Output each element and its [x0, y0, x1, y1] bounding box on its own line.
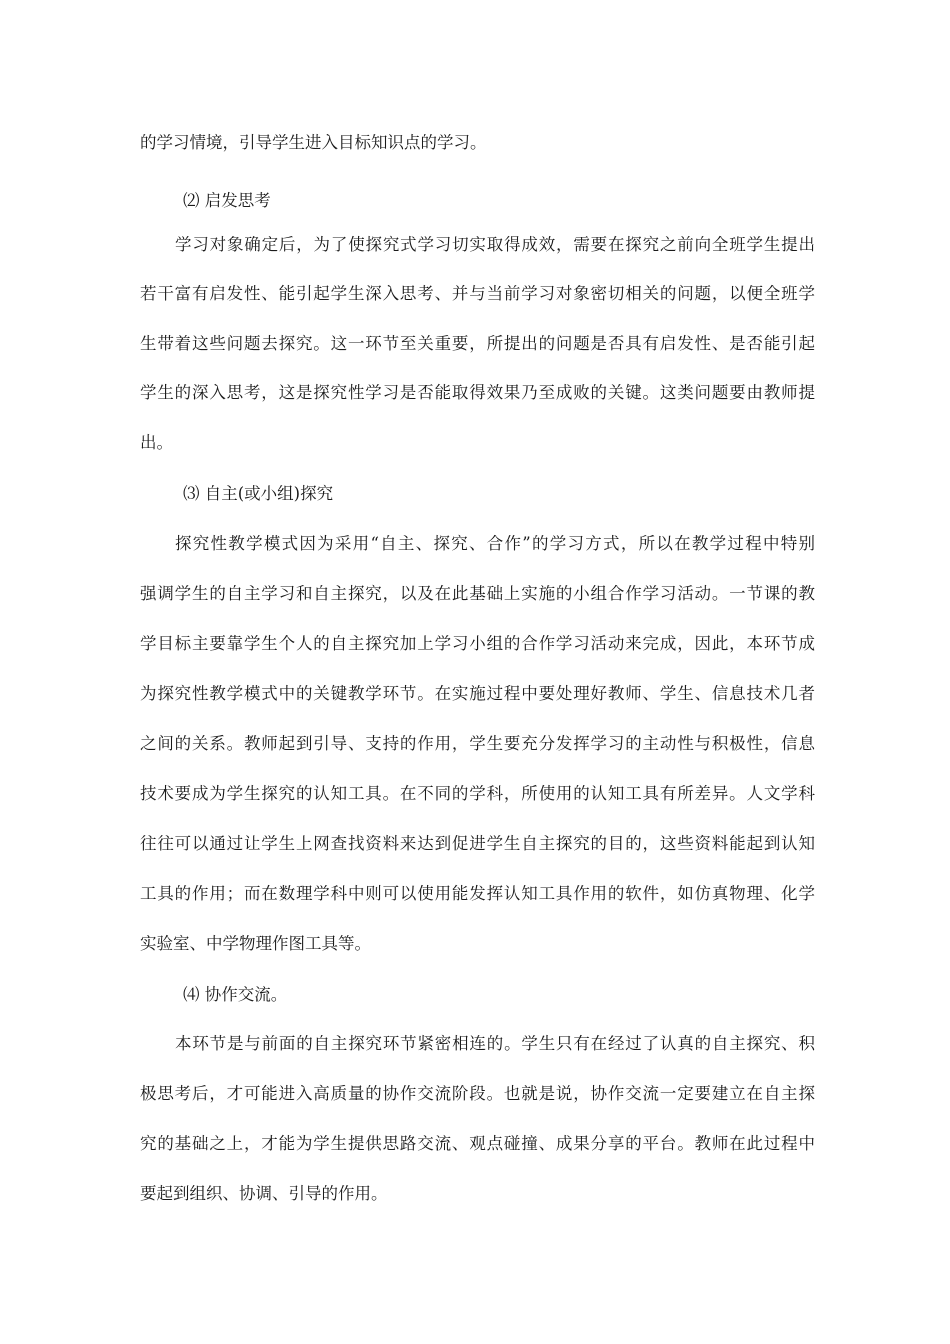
paragraph-line: 极思考后，才可能进入高质量的协作交流阶段。也就是说，协作交流一定要建立在自主探	[140, 1084, 815, 1103]
paragraph-line: 工具的作用；而在数理学科中则可以使用能发挥认知工具作用的软件，如仿真物理、化学	[140, 884, 815, 903]
paragraph-line: 要起到组织、协调、引导的作用。	[140, 1184, 388, 1203]
paragraph-line: 技术要成为学生探究的认知工具。在不同的学科，所使用的认知工具有所差异。人文学科	[140, 784, 815, 803]
paragraph-line: 为探究性教学模式中的关键教学环节。在实施过程中要处理好教师、学生、信息技术几者	[140, 684, 815, 703]
paragraph-line: 本环节是与前面的自主探究环节紧密相连的。学生只有在经过了认真的自主探究、积	[175, 1034, 815, 1053]
paragraph-line: 出。	[140, 433, 173, 452]
paragraph-line: 学习对象确定后，为了使探究式学习切实取得成效，需要在探究之前向全班学生提出	[175, 235, 815, 254]
paragraph-line: 强调学生的自主学习和自主探究，以及在此基础上实施的小组合作学习活动。一节课的教	[140, 584, 815, 603]
paragraph-line: 究的基础之上，才能为学生提供思路交流、观点碰撞、成果分享的平台。教师在此过程中	[140, 1134, 815, 1153]
paragraph-line: 往往可以通过让学生上网查找资料来达到促进学生自主探究的目的，这些资料能起到认知	[140, 834, 815, 853]
section-heading-2: ⑵ 启发思考	[183, 191, 271, 210]
section-heading-3: ⑶ 自主(或小组)探究	[183, 484, 334, 503]
paragraph-line: 学生的深入思考，这是探究性学习是否能取得效果乃至成败的关键。这类问题要由教师提	[140, 383, 815, 402]
paragraph-line: 学目标主要靠学生个人的自主探究加上学习小组的合作学习活动来完成，因此，本环节成	[140, 634, 815, 653]
text-line: 的学习情境，引导学生进入目标知识点的学习。	[140, 133, 487, 152]
paragraph-line: 之间的关系。教师起到引导、支持的作用，学生要充分发挥学习的主动性与积极性，信息	[140, 734, 815, 753]
paragraph-line: 生带着这些问题去探究。这一环节至关重要，所提出的问题是否具有启发性、是否能引起	[140, 334, 815, 353]
paragraph-line: 若干富有启发性、能引起学生深入思考、并与当前学习对象密切相关的问题，以便全班学	[140, 284, 815, 303]
paragraph-line: 实验室、中学物理作图工具等。	[140, 934, 371, 953]
section-heading-4: ⑷ 协作交流。	[183, 985, 288, 1004]
paragraph-line: 探究性教学模式因为采用“自主、探究、合作”的学习方式，所以在教学过程中特别	[175, 534, 815, 553]
